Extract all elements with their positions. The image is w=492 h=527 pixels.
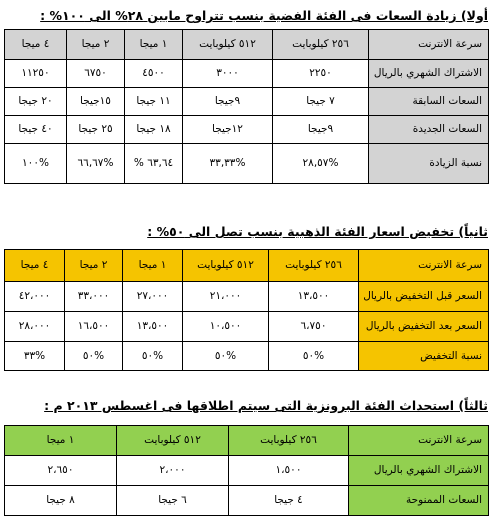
table-cell: ١١٢٥٠ xyxy=(5,60,67,88)
column-header: سرعة الانترنت xyxy=(359,250,489,282)
row-label: نسبة التخفيض xyxy=(359,342,489,371)
column-header: ٢٥٦ كيلوبايت xyxy=(269,250,359,282)
table-cell: ٦٧٥٠ xyxy=(67,60,125,88)
silver-table xyxy=(4,29,489,184)
table-header-row xyxy=(5,426,489,456)
table-row xyxy=(5,144,489,184)
column-header: ٢٥٦ كيلوبايت xyxy=(273,30,369,60)
table-row xyxy=(5,282,489,312)
bronze-table xyxy=(4,425,489,516)
table-cell: ٩جيجا xyxy=(183,88,273,116)
table-header-row xyxy=(5,250,489,282)
column-header: ١ ميجا xyxy=(123,250,183,282)
column-header: ١ ميجا xyxy=(5,426,117,456)
table-row xyxy=(5,486,489,516)
table-cell: ٢٨،٠٠٠ xyxy=(5,312,65,342)
table-cell: ٢١،٠٠٠ xyxy=(183,282,269,312)
table-cell: ٦ جيجا xyxy=(117,486,229,516)
column-header: ٢ ميجا xyxy=(65,250,123,282)
row-label: نسبة الزيادة xyxy=(369,144,489,184)
table-cell: ٨ جيجا xyxy=(5,486,117,516)
table-cell: ١٨ جيجا xyxy=(125,116,183,144)
table-cell: ١٦،٥٠٠ xyxy=(65,312,123,342)
table-row xyxy=(5,116,489,144)
table-cell: ٢٠ جيجا xyxy=(5,88,67,116)
table-cell: ٢٧،٠٠٠ xyxy=(123,282,183,312)
table-cell: ٢٥ جيجا xyxy=(67,116,125,144)
table-cell: %٥٠ xyxy=(269,342,359,371)
table-cell: %٣٣,٣٣ xyxy=(183,144,273,184)
table-cell: ١٠،٥٠٠ xyxy=(183,312,269,342)
row-label: السعر بعد التخفيض بالريال xyxy=(359,312,489,342)
column-header: ٥١٢ كيلوبايت xyxy=(117,426,229,456)
section-gold-heading: ثانياً) تخفيض اسعار الفئة الذهبية بنسب تصل الى ٥٠% : xyxy=(147,224,488,239)
row-label: السعات الجديدة xyxy=(369,116,489,144)
table-cell: ٧ جيجا xyxy=(273,88,369,116)
table-cell: ٦،٧٥٠ xyxy=(269,312,359,342)
table-cell: %٢٨,٥٧ xyxy=(273,144,369,184)
column-header: سرعة الانترنت xyxy=(369,30,489,60)
column-header: سرعة الانترنت xyxy=(349,426,489,456)
table-cell: %١٠٠ xyxy=(5,144,67,184)
table-cell: ٢،٠٠٠ xyxy=(117,456,229,486)
section-bronze-heading: ثالثاً) استحداث الفئة البرونزية التى سيتم اطلاقها فى اغسطس ٢٠١٣ م : xyxy=(44,398,488,413)
table-row xyxy=(5,312,489,342)
table-cell: ٤٥٠٠ xyxy=(125,60,183,88)
table-cell: %٦٦,٦٧ xyxy=(67,144,125,184)
table-cell: ٣٠٠٠ xyxy=(183,60,273,88)
column-header: ٥١٢ كيلوبايت xyxy=(183,250,269,282)
column-header: ٤ ميجا xyxy=(5,250,65,282)
table-cell: ١٣،٥٠٠ xyxy=(269,282,359,312)
table-cell: ٤٠ جيجا xyxy=(5,116,67,144)
table-cell: ٢٢٥٠ xyxy=(273,60,369,88)
table-cell: ٦٣,٦٤ % xyxy=(125,144,183,184)
gold-table xyxy=(4,249,489,371)
column-header: ٥١٢ كيلوبايت xyxy=(183,30,273,60)
table-cell: ١٢جيجا xyxy=(183,116,273,144)
row-label: السعات السابقة xyxy=(369,88,489,116)
column-header: ٤ ميجا xyxy=(5,30,67,60)
section-silver-heading: أولا) زيادة السعات فى الفئة الفضية بنسب تتراوح مابين ٢٨% الى ١٠٠% : xyxy=(40,8,488,23)
table-cell: %٣٣ xyxy=(5,342,65,371)
table-row xyxy=(5,60,489,88)
table-cell: ١،٥٠٠ xyxy=(229,456,349,486)
row-label: السعات الممنوحة xyxy=(349,486,489,516)
row-label: الاشتراك الشهري بالريال xyxy=(369,60,489,88)
table-cell: ٣٣،٠٠٠ xyxy=(65,282,123,312)
table-cell: ٤٢،٠٠٠ xyxy=(5,282,65,312)
table-cell: ١٣،٥٠٠ xyxy=(123,312,183,342)
table-row xyxy=(5,456,489,486)
column-header: ٢ ميجا xyxy=(67,30,125,60)
column-header: ١ ميجا xyxy=(125,30,183,60)
table-cell: %٥٠ xyxy=(65,342,123,371)
table-cell: %٥٠ xyxy=(123,342,183,371)
row-label: السعر قبل التخفيض بالريال xyxy=(359,282,489,312)
table-cell: ٢،٦٥٠ xyxy=(5,456,117,486)
table-cell: ٩جيجا xyxy=(273,116,369,144)
column-header: ٢٥٦ كيلوبايت xyxy=(229,426,349,456)
table-header-row xyxy=(5,30,489,60)
table-row xyxy=(5,88,489,116)
row-label: الاشتراك الشهري بالريال xyxy=(349,456,489,486)
table-cell: ١١ جيجا xyxy=(125,88,183,116)
table-cell: ١٥جيجا xyxy=(67,88,125,116)
table-cell: ٤ جيجا xyxy=(229,486,349,516)
table-row xyxy=(5,342,489,371)
table-cell: %٥٠ xyxy=(183,342,269,371)
